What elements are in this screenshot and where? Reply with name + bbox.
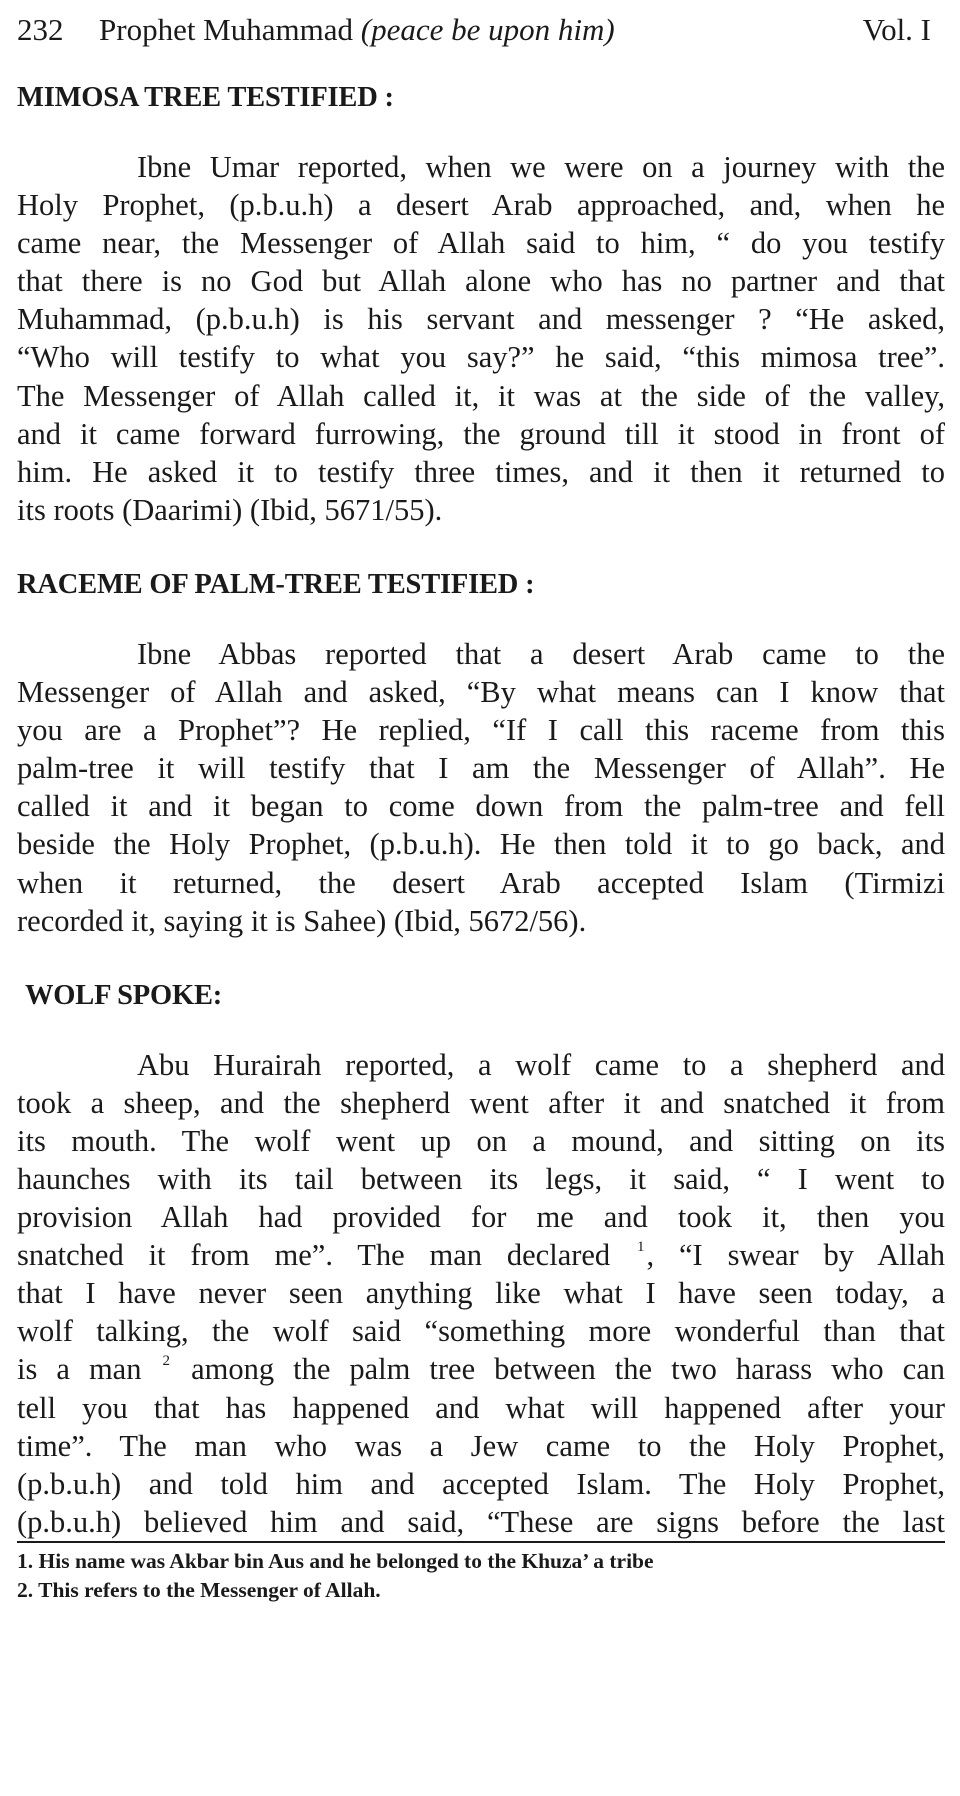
footnote-1: 1. His name was Akbar bin Aus and he belonged to the Khuza’ a tribe [17, 1548, 654, 1573]
text-line: “Who will testify to what you say?” he said, “this mimosa tree”. [17, 340, 945, 375]
text-line: you are a Prophet”? He replied, “If I call this raceme from this [17, 713, 945, 748]
text-line-with-footnote [17, 1350, 945, 1388]
text-line: haunches with its tail between its legs, it said, “ I went to [17, 1161, 945, 1196]
text-line: called it and it began to come down from the palm-tree and fell [17, 789, 945, 824]
text-line: its roots (Daarimi) (Ibid, 5671/55). [17, 492, 443, 527]
book-title-italic: (peace be upon him) [360, 12, 615, 47]
text-line: (p.b.u.h) believed him and said, “These are signs before the last [17, 1504, 945, 1539]
book-title [99, 10, 863, 50]
text-line: wolf talking, the wolf said “something more wonderful than that [17, 1314, 945, 1349]
footnote-2: 2. This refers to the Messenger of Allah. [17, 1577, 381, 1602]
paragraph-wolf [17, 1046, 945, 1541]
text-line: Ibne Umar reported, when we were on a journey with the [137, 150, 945, 184]
line-fragment: “I swear by Allah [679, 1238, 945, 1273]
section-heading-wolf: WOLF SPOKE: [25, 979, 223, 1011]
text-line: and it came forward furrowing, the ground till it stood in front of [17, 416, 945, 451]
text-line: Holy Prophet, (p.b.u.h) a desert Arab approached, and, when he [17, 188, 945, 223]
text-line: when it returned, the desert Arab accepted Islam (Tirmizi [17, 865, 945, 900]
text-line: Messenger of Allah and asked, “By what means can I know that [17, 675, 945, 710]
footnote-ref-1: 1 [637, 1239, 645, 1256]
text-line: came near, the Messenger of Allah said to him, “ do you testify [17, 226, 945, 261]
line-fragment: snatched it from me”. The man declared [17, 1238, 611, 1273]
text-line: that there is no God but Allah alone who has no partner and that [17, 264, 945, 299]
volume-label: Vol. I [862, 12, 931, 47]
text-line: recorded it, saying it is Sahee) (Ibid, 5672/56). [17, 903, 587, 938]
text-line: Muhammad, (p.b.u.h) is his servant and messenger ? “He asked, [17, 302, 945, 337]
page-number: 232 [17, 12, 64, 47]
text-line: time”. The man who was a Jew came to the Holy Prophet, [17, 1428, 945, 1463]
paragraph-raceme [17, 635, 945, 940]
text-line: Abu Hurairah reported, a wolf came to a shepherd and [137, 1047, 945, 1082]
text-line: that I have never seen anything like what I have seen today, a [17, 1276, 945, 1311]
text-line: provision Allah had provided for me and took it, then you [17, 1200, 945, 1235]
text-line: took a sheep, and the shepherd went after it and snatched it from [17, 1085, 945, 1120]
section-heading-raceme: RACEME OF PALM-TREE TESTIFIED : [17, 568, 535, 600]
paragraph-mimosa [17, 148, 945, 529]
book-title-plain: Prophet Muhammad [99, 12, 353, 47]
footnote-ref-2: 2 [162, 1353, 171, 1370]
footnote-divider [17, 1541, 945, 1543]
line-fragment: among the palm tree between the two harass who can [191, 1352, 946, 1387]
text-line: Ibne Abbas reported that a desert Arab came to the [137, 636, 945, 671]
text-line: tell you that has happened and what will happened after your [17, 1390, 945, 1425]
section-heading-mimosa: MIMOSA TREE TESTIFIED : [17, 82, 394, 113]
text-line: palm-tree it will testify that I am the Messenger of Allah”. He [17, 751, 945, 786]
text-line: him. He asked it to testify three times, and it then it returned to [17, 454, 945, 489]
text-line-with-footnote: snatched it from me”. The man declared $^1$, “I swear by Allah [17, 1238, 945, 1273]
text-line: beside the Holy Prophet, (p.b.u.h). He then told it to go back, and [17, 827, 945, 862]
text-line: The Messenger of Allah called it, it was at the side of the valley, [17, 378, 945, 413]
line-fragment: is a man [17, 1352, 142, 1387]
footnotes [17, 1547, 945, 1605]
running-header [17, 10, 945, 54]
text-line: (p.b.u.h) and told him and accepted Islam. The Holy Prophet, [17, 1466, 945, 1501]
text-line: its mouth. The wolf went up on a mound, and sitting on its [17, 1123, 945, 1158]
book-page [17, 10, 945, 1605]
